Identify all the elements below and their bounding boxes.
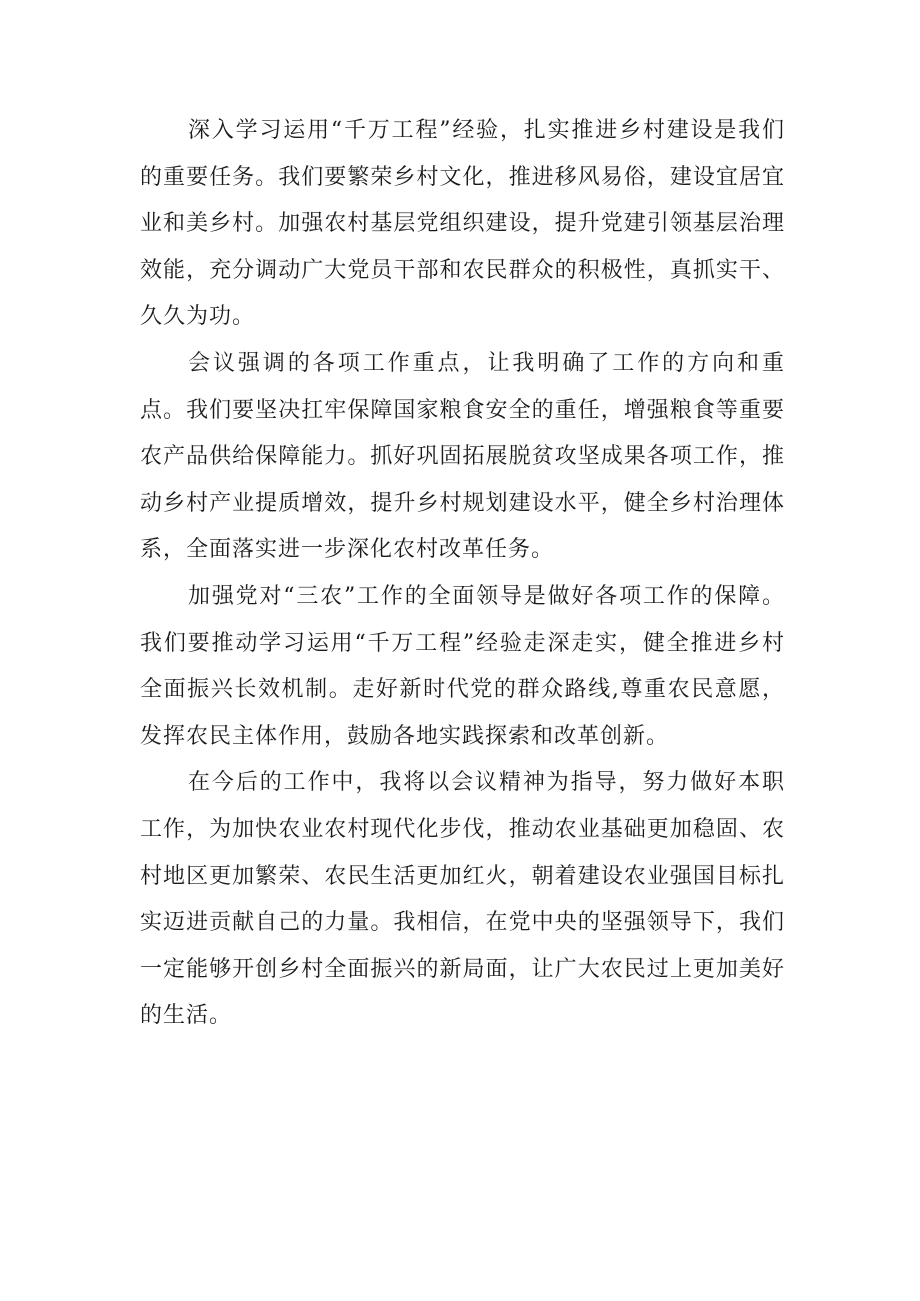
paragraph-3: 加强党对“三农”工作的全面领导是做好各项工作的保障。我们要推动学习运用“千万工程”经验走深走实，健全推进乡村全面振兴长效机制。走好新时代党的群众路线,尊重农民意愿，发挥农民主体作用，鼓励各地实践探索和改革创新。	[140, 583, 785, 749]
document-body	[140, 108, 785, 1040]
paragraph-2: 会议强调的各项工作重点，让我明确了工作的方向和重点。我们要坚决扛牢保障国家粮食安全的重任，增强粮食等重要农产品供给保障能力。抓好巩固拓展脱贫攻坚成果各项工作，推动乡村产业提质增效，提升乡村规划建设水平，健全乡村治理体系，全面落实进一步深化农村改革任务。	[140, 350, 785, 563]
paragraph-1: 深入学习运用“千万工程”经验，扎实推进乡村建设是我们的重要任务。我们要繁荣乡村文化，推进移风易俗，建设宜居宜业和美乡村。加强农村基层党组织建设，提升党建引领基层治理效能，充分调动广大党员干部和农民群众的积极性，真抓实干、久久为功。	[140, 118, 785, 330]
paragraph-4: 在今后的工作中，我将以会议精神为指导，努力做好本职工作，为加快农业农村现代化步伐，推动农业基础更加稳固、农村地区更加繁荣、农民生活更加红火，朝着建设农业强国目标扎实迈进贡献自己的力量。我相信，在党中央的坚强领导下，我们一定能够开创乡村全面振兴的新局面，让广大农民过上更加美好的生活。	[140, 770, 785, 1029]
